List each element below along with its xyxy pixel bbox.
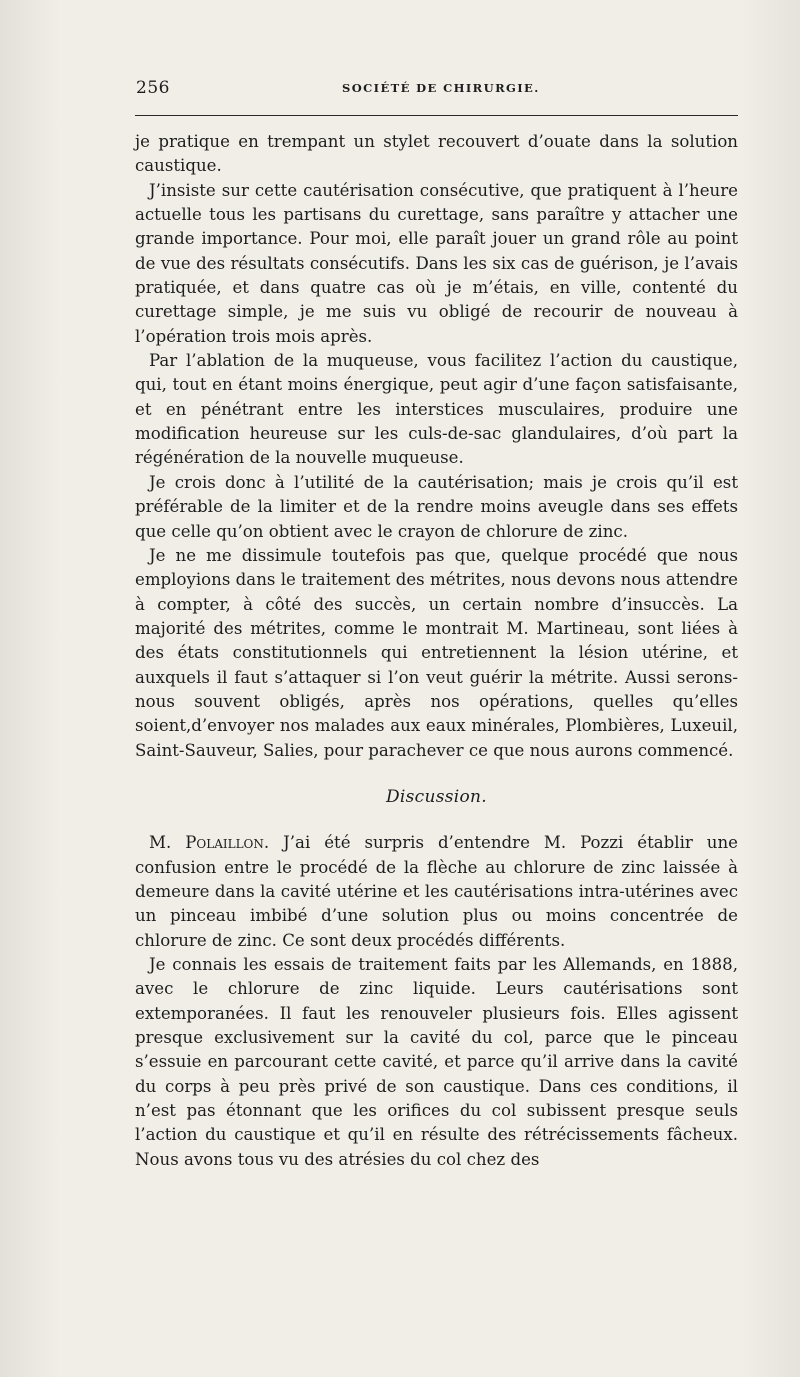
discussion-heading: Discussion. <box>385 786 488 807</box>
body-text <box>135 130 738 1172</box>
running-head: SOCIÉTÉ DE CHIRURGIE. <box>342 81 540 95</box>
paragraph: Par l’ablation de la muqueuse, vous facilitez l’action du caustique, qui, tout en étant moins énergique, peut agir d’une façon satisfaisante, et en pénétrant entre les interstices musculaires, produire une modification heureuse sur les culs-de-sac glandulaires, d’où part la régénération de la nouvelle muqueuse. <box>135 351 738 468</box>
paragraph-continued: je pratique en trempant un stylet recouvert d’ouate dans la solution caustique. <box>135 132 738 176</box>
speaker-name: M. Polaillon. <box>149 833 270 853</box>
discussion-paragraph <box>135 831 738 953</box>
paragraph: Je crois donc à l’utilité de la cautérisation; mais je crois qu’il est préférable de la limiter et de la rendre moins aveugle dans ses effets que celle qu’on obtient avec le crayon de chlorure de zinc. <box>135 472 738 541</box>
header-rule <box>135 115 738 116</box>
page-number: 256 <box>136 78 170 98</box>
paragraph: J’insiste sur cette cautérisation consécutive, que pratiquent à l’heure actuelle tous les partisans du curettage, sans paraître y attacher une grande importance. Pour moi, elle paraît jouer un grand rôle au point de vue des résultats consécutifs. Dans les six cas de guérison, je l’avais pratiquée, et dans quatre cas où je m’étais, en ville, contenté du curettage simple, je me suis vu obligé de recourir de nouveau à l’opération trois mois après. <box>135 180 738 346</box>
paragraph: Je connais les essais de traitement faits par les Allemands, en 1888, avec le chlorure de zinc liquide. Leurs cautérisations sont extemporanées. Il faut les renouveler plusieurs fois. Elles agissent presque exclusivement sur la cavité du col, parce que le pinceau s’essuie en parcourant cette cavité, et parce qu’il arrive dans la cavité du corps à peu près privé de son caustique. Dans ces conditions, il n’est pas étonnant que les orifices du col subissent presque seuls l’action du caustique et qu’il en résulte des rétrécissements fâcheux. Nous avons tous vu des atrésies du col chez des <box>135 955 738 1169</box>
page-header <box>136 78 738 102</box>
speaker-text: J’ai été surpris d’entendre M. Pozzi établir une confusion entre le procédé de la flèche au chlorure de zinc laissée à demeure dans la cavité utérine et les cautérisations intra-utérines avec un pinceau imbibé d’une solution plus ou moins concentrée de chlorure de zinc. Ce sont deux procédés différents. <box>135 833 738 950</box>
paragraph: Je ne me dissimule toutefois pas que, quelque procédé que nous employions dans le traitement des métrites, nous devons nous attendre à compter, à côté des succès, un certain nombre d’insuccès. La majorité des métrites, comme le montrait M. Martineau, sont liées à des états constitutionnels qui entretiennent la lésion utérine, et auxquels il faut s’attaquer si l’on veut guérir la métrite. Aussi serons-nous souvent obligés, après nos opérations, quelles qu’elles soient,d’envoyer nos malades aux eaux minérales, Plombières, Luxeuil, Saint-Sauveur, Salies, pour parachever ce que nous aurons commencé. <box>135 545 738 760</box>
